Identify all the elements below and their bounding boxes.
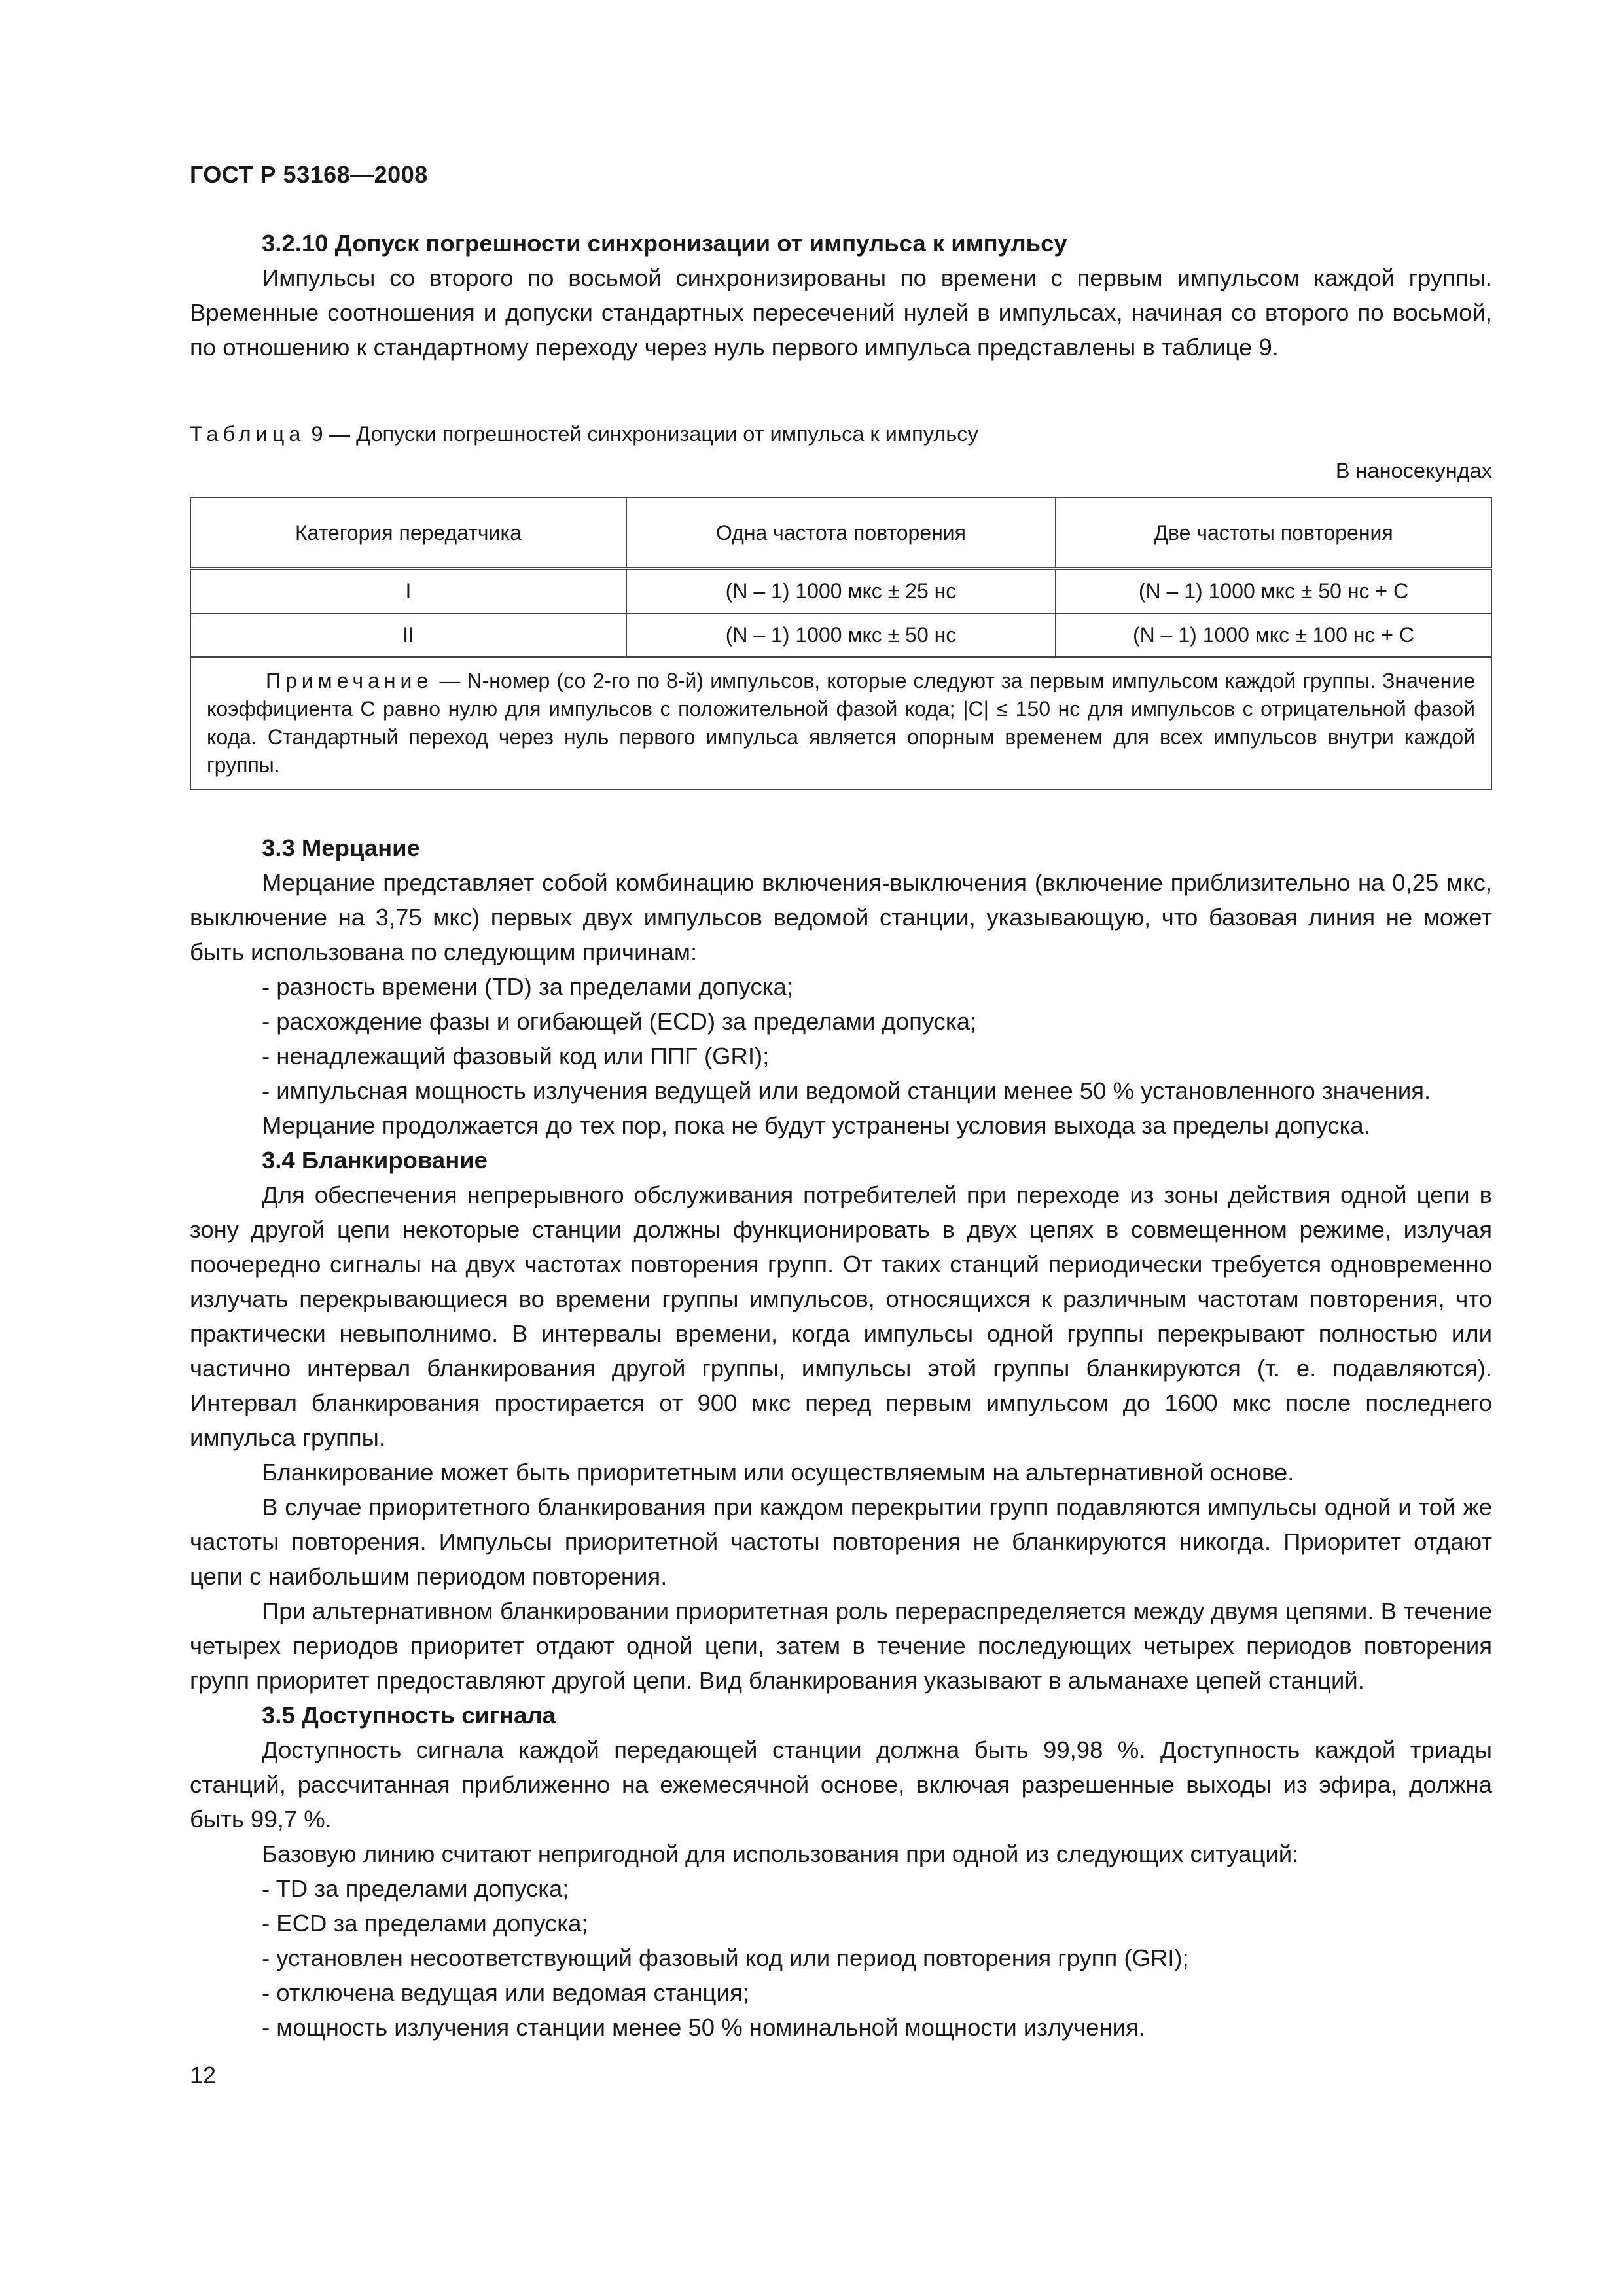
list-item: - мощность излучения станции менее 50 % номинальной мощности излучения.	[262, 2014, 1145, 2041]
col-header-category: Категория передатчика	[190, 497, 626, 569]
table-cell: (N – 1) 1000 мкс ± 100 нс + C	[1056, 613, 1491, 657]
section-3-4-paragraph: В случае приоритетного бланкирования при каждом перекрытии групп подавляются импульсы одной и той же частоты повторения. Импульсы приоритетной частоты повторения не бланкируются никогда. Приоритет отдают цепи с наибольшим периодом повторения.	[190, 1494, 1492, 1590]
table-header-row	[190, 497, 1491, 569]
section-3-3-heading: 3.3 Мерцание	[262, 834, 420, 861]
section-3-5-heading: 3.5 Доступность сигнала	[262, 1702, 556, 1729]
table-cell: (N – 1) 1000 мкс ± 50 нс + C	[1056, 569, 1491, 613]
document-header: ГОСТ Р 53168—2008	[190, 161, 428, 188]
section-3-4-paragraph: Бланкирование может быть приоритетным или осуществляемым на альтернативной основе.	[262, 1459, 1294, 1486]
list-item: - расхождение фазы и огибающей (ECD) за пределами допуска;	[262, 1008, 977, 1035]
section-3-3-after: Мерцание продолжается до тех пор, пока не будут устранены условия выхода за пределы допуска.	[262, 1112, 1370, 1139]
section-3-4-heading: 3.4 Бланкирование	[262, 1147, 488, 1174]
section-3-2-10-text: Импульсы со второго по восьмой синхронизированы по времени с первым импульсом каждой группы. Временные соотношения и допуски стандартных пересечений нулей в импульсах, начиная со второго по восьмой, по отношению к стандартному переходу через нуль первого импульса представлены в таблице 9.	[190, 264, 1492, 361]
note-label: Примечание	[266, 669, 433, 692]
col-header-dual-rate: Две частоты повторения	[1056, 497, 1491, 569]
section-3-5-intro: Базовую линию считают непригодной для использования при одной из следующих ситуаций:	[262, 1840, 1299, 1867]
table-caption-text: 9 — Допуски погрешностей синхронизации от импульса к импульсу	[311, 422, 978, 446]
table-9	[190, 497, 1492, 790]
section-3-2-10-heading: 3.2.10 Допуск погрешности синхронизации от импульса к импульсу	[262, 230, 1067, 257]
section-3-4-paragraph: Для обеспечения непрерывного обслуживания потребителей при переходе из зоны действия одной цепи в зону другой цепи некоторые станции должны функционировать в двух цепях в совмещенном режиме, излучая поочередно сигналы на двух частотах повторения групп. От таких станций периодически требуется одновременно излучать перекрывающиеся во времени группы импульсов, относящихся к различным частотам повторения, что практически невыполнимо. В интервалы времени, когда импульсы одной группы перекрывают полностью или частично интервал бланкирования другой группы, импульсы этой группы бланкируются (т. е. подавляются). Интервал бланкирования простирается от 900 мкс перед первым импульсом до 1600 мкс после последнего импульса группы.	[190, 1181, 1492, 1451]
page-number: 12	[190, 2062, 217, 2089]
list-item: - разность времени (TD) за пределами допуска;	[262, 973, 793, 1000]
section-3-3-text: Мерцание представляет собой комбинацию включения-выключения (включение приблизительно на 0,25 мкс, выключение на 3,75 мкс) первых двух импульсов ведомой станции, указывающую, что базовая линия не может быть использована по следующим причинам:	[190, 869, 1492, 965]
page-content	[190, 226, 1492, 2045]
list-item: - импульсная мощность излучения ведущей или ведомой станции менее 50 % установленного значения.	[262, 1077, 1431, 1104]
list-item: - ECD за пределами допуска;	[262, 1910, 588, 1937]
list-item: - установлен несоответствующий фазовый код или период повторения групп (GRI);	[262, 1945, 1189, 1971]
table-cell: (N – 1) 1000 мкс ± 50 нс	[626, 613, 1056, 657]
table-row	[190, 569, 1491, 613]
col-header-single-rate: Одна частота повторения	[626, 497, 1056, 569]
table-cell: I	[190, 569, 626, 613]
table-units: В наносекундах	[1335, 459, 1492, 482]
table-caption-word: Таблица	[190, 422, 306, 446]
section-3-5-text: Доступность сигнала каждой передающей станции должна быть 99,98 %. Доступность каждой триады станций, рассчитанная приближенно на ежемесячной основе, включая разрешенные выходы из эфира, должна быть 99,7 %.	[190, 1736, 1492, 1833]
section-3-4-paragraph: При альтернативном бланкировании приоритетная роль перераспределяется между двумя цепями. В течение четырех периодов приоритет отдают одной цепи, затем в течение последующих четырех периодов повторения групп приоритет предоставляют другой цепи. Вид бланкирования указывают в альманахе цепей станций.	[190, 1598, 1492, 1694]
list-item: - TD за пределами допуска;	[262, 1875, 569, 1902]
table-9-caption	[190, 420, 1492, 448]
table-note-row	[190, 657, 1491, 789]
list-item: - отключена ведущая или ведомая станция;	[262, 1979, 749, 2006]
table-cell: II	[190, 613, 626, 657]
note-text: — N-номер (со 2-го по 8-й) импульсов, которые следуют за первым импульсом каждой группы. Значение коэффициента C равно нулю для импульсов с положительной фазой кода; |C| ≤ 150 нс для импульсов с отрицательной фазой кода. Стандартный переход через нуль первого импульса является опорным временем для всех импульсов внутри каждой группы.	[207, 669, 1476, 777]
table-note	[190, 657, 1491, 789]
list-item: - ненадлежащий фазовый код или ППГ (GRI);	[262, 1043, 770, 1069]
table-row	[190, 613, 1491, 657]
table-cell: (N – 1) 1000 мкс ± 25 нс	[626, 569, 1056, 613]
